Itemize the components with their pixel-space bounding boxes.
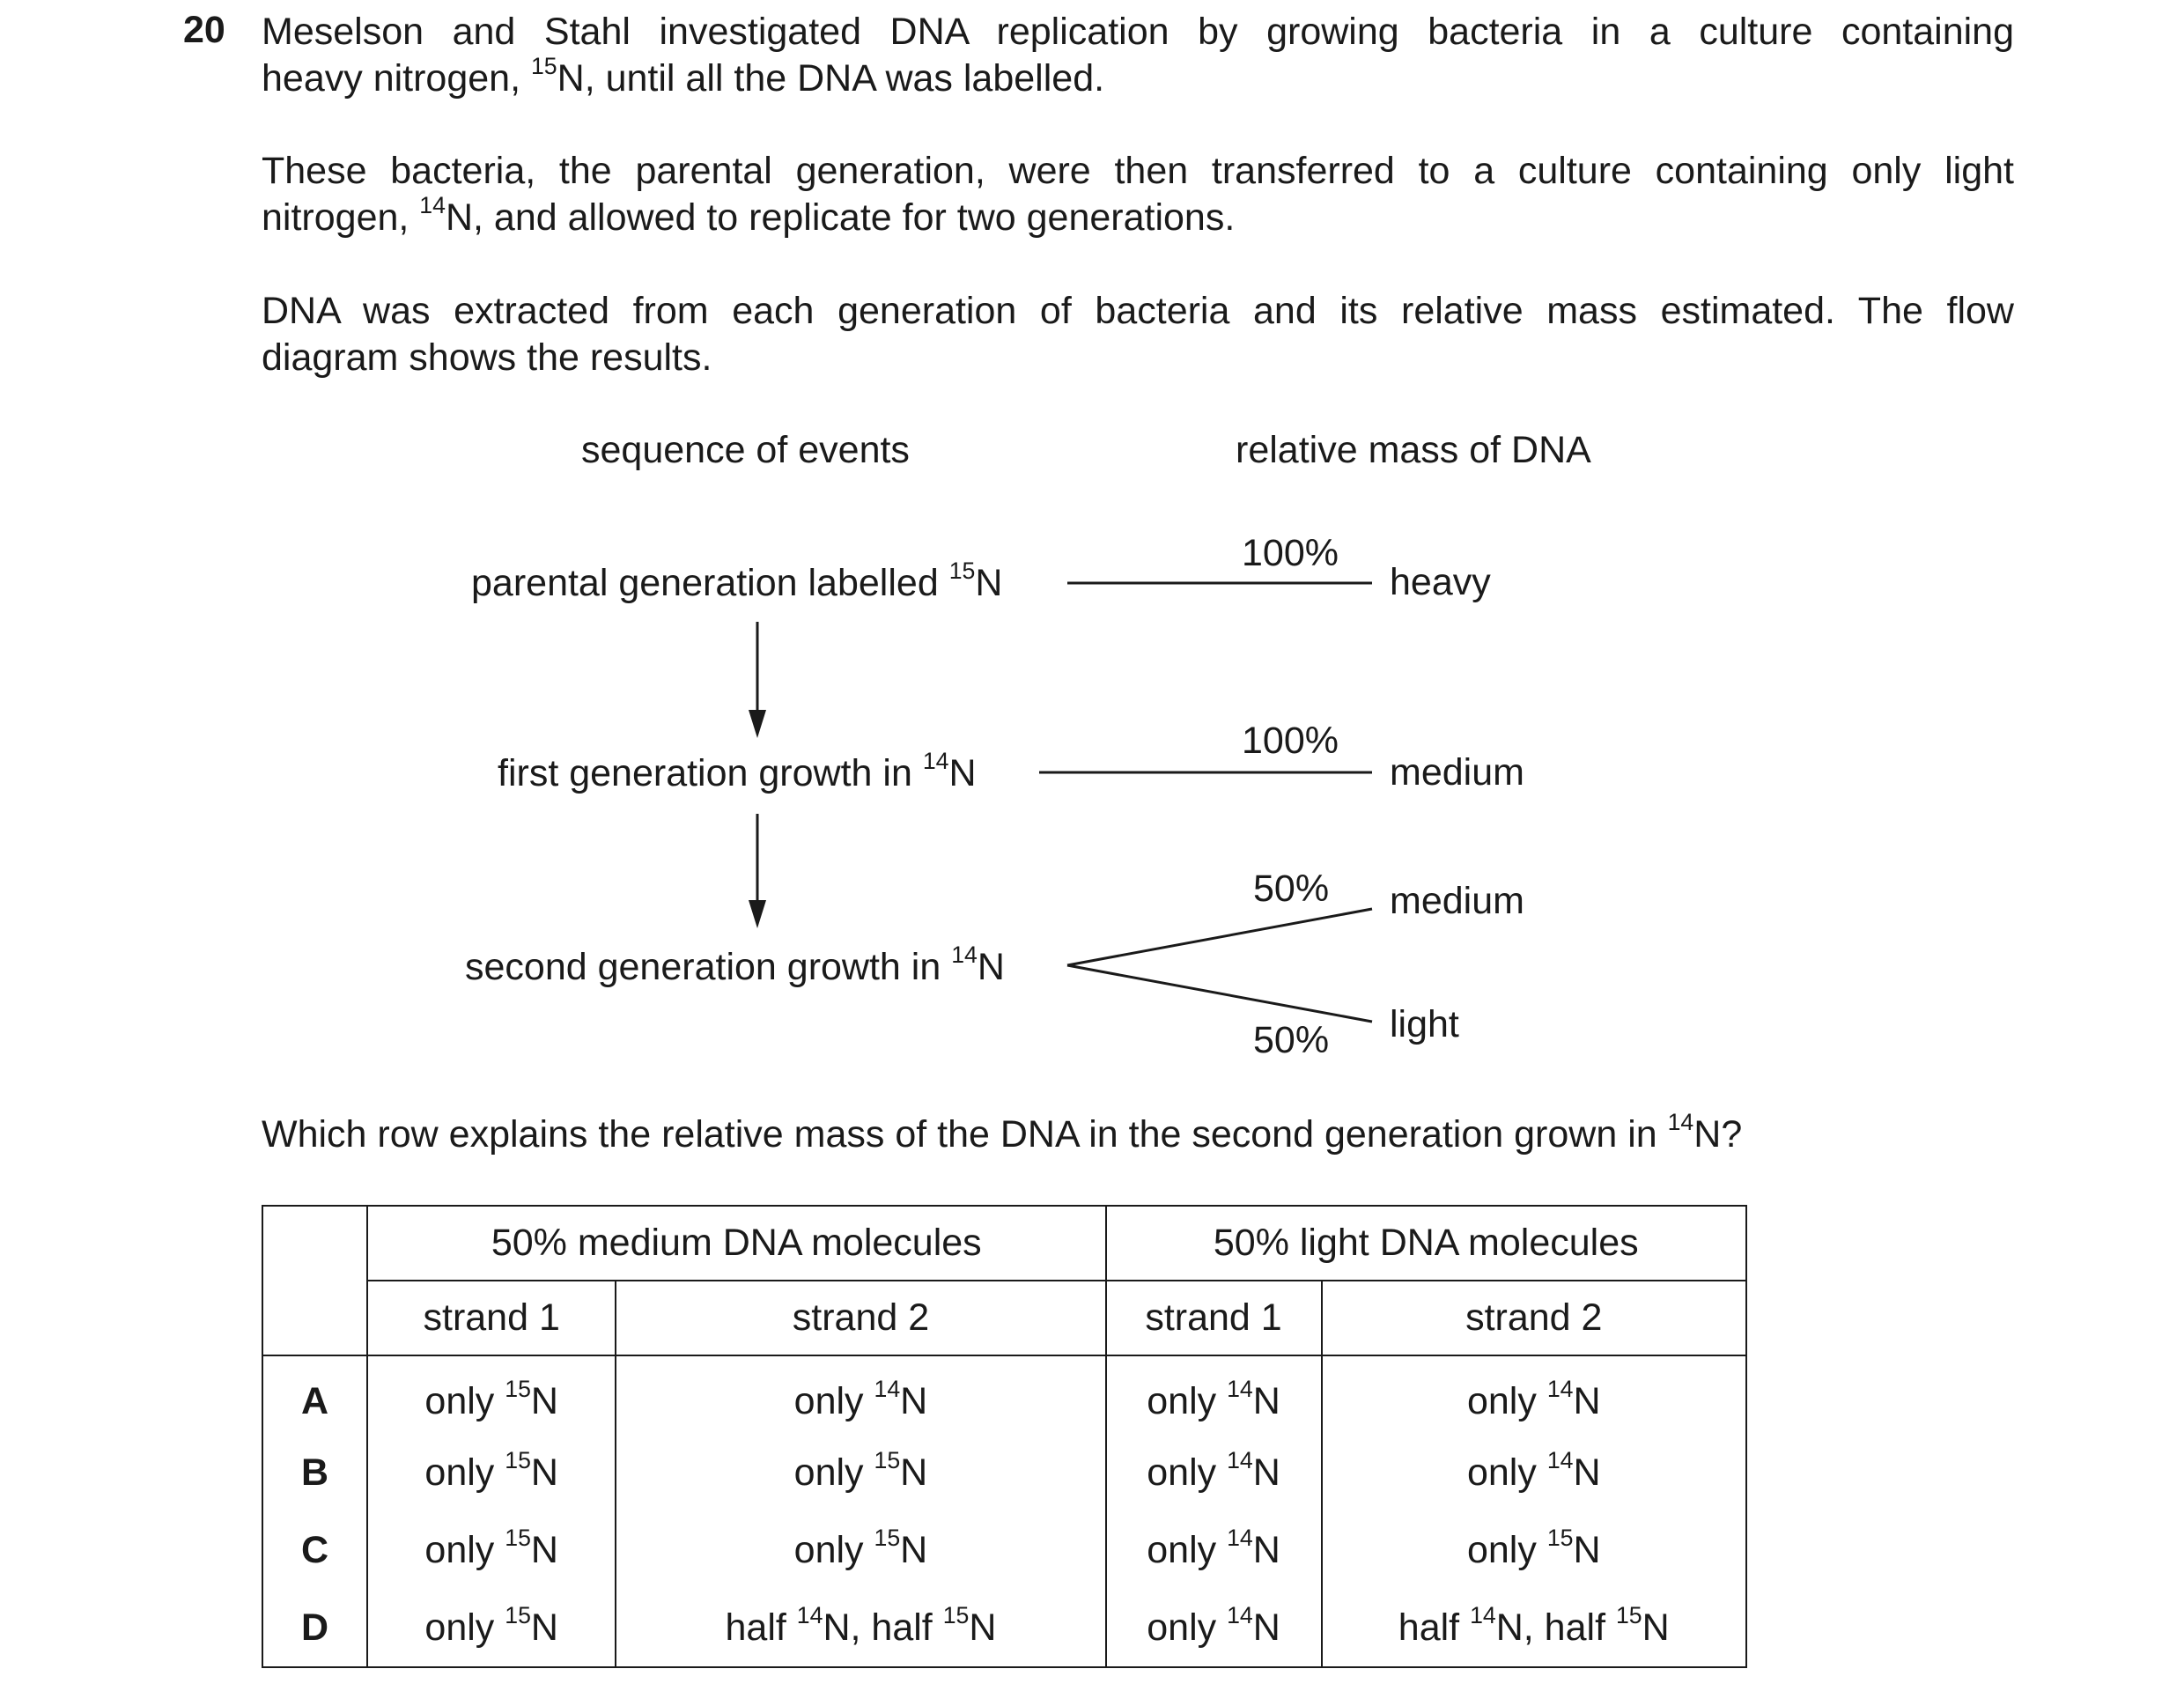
text: N (975, 562, 1003, 604)
table-cell (1106, 1511, 1322, 1589)
stem-paragraph-2-line-1: These bacteria, the parental generation, were then transferred to a culture containing only light (262, 150, 2014, 192)
group-header-light: 50% light DNA molecules (1106, 1206, 1746, 1281)
cell-text: only (424, 1451, 505, 1494)
cell-text: only (424, 1528, 505, 1571)
table-cell (367, 1511, 616, 1589)
cell-text: N (900, 1379, 928, 1422)
cell-text: N (530, 1606, 558, 1649)
isotope-superscript: 14 (922, 748, 949, 775)
table-cell (1322, 1589, 1747, 1667)
isotope-superscript: 14 (874, 1375, 901, 1402)
table-row (262, 1434, 1746, 1511)
row-option-key: B (262, 1434, 367, 1511)
cell-text: N (1573, 1379, 1601, 1422)
cell-text: only (1147, 1379, 1228, 1422)
table-cell (1106, 1355, 1322, 1434)
row-option-key: A (262, 1355, 367, 1434)
connector-second-medium (1067, 909, 1372, 965)
table-cell (1322, 1355, 1747, 1434)
isotope-superscript: 15 (874, 1446, 901, 1473)
stem-paragraph-1-line-1: Meselson and Stahl investigated DNA replication by growing bacteria in a culture containing (262, 11, 2014, 53)
isotope-superscript: 15 (505, 1446, 531, 1473)
table-row (262, 1511, 1746, 1589)
cell-text: N (530, 1528, 558, 1571)
isotope-superscript: 15 (942, 1601, 970, 1628)
question-number: 20 (183, 9, 225, 51)
cell-text: only (424, 1379, 505, 1422)
isotope-superscript: 14 (1667, 1109, 1694, 1136)
cell-text: half (1398, 1606, 1471, 1649)
sub-header-cell: strand 1 (1106, 1281, 1322, 1355)
cell-text: only (793, 1528, 874, 1571)
text: parental generation labelled (471, 562, 949, 604)
table-row (262, 1589, 1746, 1667)
row-option-key: D (262, 1589, 367, 1667)
sub-header-cell: strand 2 (1322, 1281, 1747, 1355)
isotope-superscript: 14 (1546, 1375, 1574, 1402)
diagram-heading-relative-mass: relative mass of DNA (1236, 429, 1591, 471)
isotope-superscript: 15 (1546, 1524, 1574, 1551)
isotope-superscript: 15 (874, 1524, 901, 1551)
table-cell (616, 1511, 1105, 1589)
result-first-percent: 100% (1242, 720, 1339, 762)
isotope-superscript: 14 (796, 1601, 823, 1628)
isotope-superscript: 14 (1546, 1446, 1574, 1473)
answer-rows (262, 1355, 1746, 1667)
cell-text: only (793, 1451, 874, 1494)
cell-text: N (530, 1379, 558, 1422)
text: N (948, 752, 977, 794)
isotope-superscript: 14 (419, 192, 446, 219)
diagram-heading-sequence: sequence of events (581, 429, 910, 471)
table-cell (616, 1589, 1105, 1667)
cell-text: only (1147, 1606, 1228, 1649)
table-row (262, 1355, 1746, 1434)
result-second-medium-label: medium (1390, 880, 1524, 922)
sub-header-cell: strand 1 (367, 1281, 616, 1355)
table-cell (1322, 1511, 1747, 1589)
group-header-medium: 50% medium DNA molecules (367, 1206, 1106, 1281)
arrow-2-head (749, 900, 766, 928)
cell-text: only (1466, 1451, 1547, 1494)
cell-text: N, half (823, 1606, 943, 1649)
text: N? (1693, 1113, 1743, 1156)
empty-corner-cell (262, 1206, 367, 1355)
result-first-label: medium (1390, 751, 1524, 794)
isotope-superscript: 15 (1615, 1601, 1642, 1628)
cell-text: half (725, 1606, 797, 1649)
text: N, and allowed to replicate for two generations. (445, 196, 1236, 239)
connector-second-light (1067, 965, 1372, 1022)
cell-text: only (424, 1606, 505, 1649)
result-second-light-percent: 50% (1253, 1019, 1330, 1061)
cell-text: N (1252, 1379, 1280, 1422)
text: N (977, 946, 1005, 988)
cell-text: only (1466, 1379, 1547, 1422)
result-second-medium-percent: 50% (1253, 868, 1330, 910)
cell-text: only (1466, 1528, 1547, 1571)
isotope-superscript: 14 (1227, 1375, 1253, 1402)
question-prompt (262, 1109, 1743, 1156)
table-cell (367, 1589, 616, 1667)
table-cell (1106, 1434, 1322, 1511)
cell-text: N (1252, 1451, 1280, 1494)
table-cell (1106, 1589, 1322, 1667)
result-second-light-label: light (1390, 1003, 1459, 1045)
result-parental-label: heavy (1390, 561, 1491, 603)
table-group-header-row (262, 1206, 1746, 1281)
isotope-superscript: 15 (948, 558, 976, 585)
isotope-superscript: 15 (530, 53, 557, 80)
table-cell (367, 1434, 616, 1511)
cell-text: N (1252, 1606, 1280, 1649)
arrow-1-head (749, 710, 766, 738)
cell-text: N, half (1495, 1606, 1616, 1649)
cell-text: only (1147, 1528, 1228, 1571)
cell-text: only (1147, 1451, 1228, 1494)
table-sub-header-row (262, 1281, 1746, 1355)
cell-text: N (1252, 1528, 1280, 1571)
isotope-superscript: 14 (1227, 1446, 1253, 1473)
cell-text: N (530, 1451, 558, 1494)
text: N, until all the DNA was labelled. (557, 57, 1105, 100)
row-option-key: C (262, 1511, 367, 1589)
text: Which row explains the relative mass of the DNA in the second generation grown in (262, 1113, 1668, 1156)
cell-text: N (1642, 1606, 1670, 1649)
text: second generation growth in (465, 946, 952, 988)
cell-text: N (900, 1528, 928, 1571)
sub-header-cell: strand 2 (616, 1281, 1105, 1355)
table-cell (616, 1434, 1105, 1511)
isotope-superscript: 14 (1227, 1524, 1253, 1551)
stem-paragraph-3-line-1: DNA was extracted from each generation of bacteria and its relative mass estimated. The flow (262, 290, 2014, 332)
stem-paragraph-3-line-2: diagram shows the results. (262, 336, 712, 379)
table-cell (616, 1355, 1105, 1434)
isotope-superscript: 14 (951, 941, 978, 969)
cell-text: N (969, 1606, 997, 1649)
cell-text: only (793, 1379, 874, 1422)
cell-text: N (900, 1451, 928, 1494)
answer-table (262, 1205, 1747, 1668)
text: first generation growth in (498, 752, 923, 794)
table-cell (1322, 1434, 1747, 1511)
text: nitrogen, (262, 196, 420, 239)
text: heavy nitrogen, (262, 57, 531, 100)
isotope-superscript: 14 (1470, 1601, 1496, 1628)
isotope-superscript: 14 (1227, 1601, 1253, 1628)
cell-text: N (1573, 1528, 1601, 1571)
isotope-superscript: 15 (505, 1524, 531, 1551)
table-cell (367, 1355, 616, 1434)
cell-text: N (1573, 1451, 1601, 1494)
isotope-superscript: 15 (505, 1601, 531, 1628)
isotope-superscript: 15 (505, 1375, 531, 1402)
result-parental-percent: 100% (1242, 532, 1339, 574)
